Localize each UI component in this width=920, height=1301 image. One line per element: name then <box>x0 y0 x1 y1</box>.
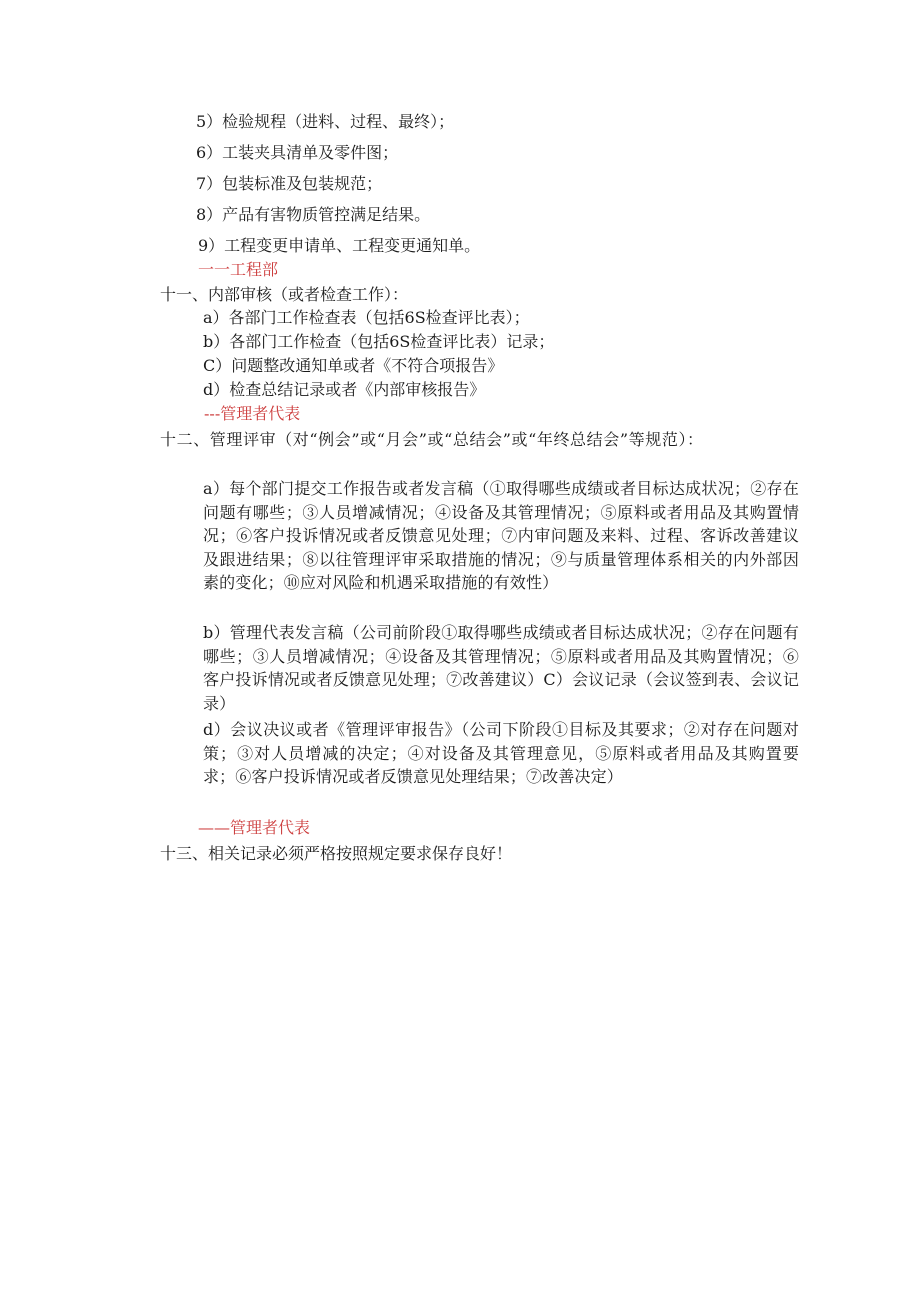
section-12-item-a: a）每个部门提交工作报告或者发言稿（①取得哪些成绩或者目标达成状况；②存在问题有哪些；③人员增减情况；④设备及其管理情况；⑤原料或者用品及其购置情况；⑥客户投诉情况或者反馈意见处理；⑦内审问题及来料、过程、客诉改善建议及跟进结果；⑧以往管理评审采取措施的情况；⑨与质量管理体系相关的内外部因素的变化；⑩应对风险和机遇采取措施的有效性） <box>203 479 799 593</box>
section-11-item-d: d）检查总结记录或者《内部审核报告》 <box>203 380 486 399</box>
section-12-heading: 十二、管理评审（对“例会”或“月会”或“总结会”或“年终总结会”等规范）： <box>160 430 704 449</box>
list-item-6: 6）工装夹具清单及零件图； <box>196 143 399 162</box>
list-item-5: 5）检验规程（进料、过程、最终）； <box>196 112 455 131</box>
list-item-8: 8）产品有害物质管控满足结果。 <box>196 205 431 224</box>
list-item-9: 9）工程变更申请单、工程变更通知单。 <box>198 236 481 255</box>
section-11-signature: ---管理者代表 <box>204 404 301 423</box>
section-11-item-c: C）问题整改通知单或者《不符合项报告》 <box>203 356 504 375</box>
list-item-7: 7）包装标准及包装规范； <box>196 174 383 193</box>
section-12-signature: ——管理者代表 <box>198 818 311 837</box>
section-11-item-b: b）各部门工作检查（包括6S检查评比表）记录； <box>203 332 555 351</box>
engineering-signature: 一一工程部 <box>198 260 279 279</box>
section-13-heading: 十三、相关记录必须严格按照规定要求保存良好！ <box>160 844 513 863</box>
section-12-item-d: d）会议决议或者《管理评审报告》（公司下阶段①目标及其要求；②对存在问题对策；③对人员增减的决定；④对设备及其管理意见，⑤原料或者用品及其购置要求；⑥客户投诉情况或者反馈意见处理结果；⑦改善决定） <box>203 720 799 787</box>
section-12-item-b: b）管理代表发言稿（公司前阶段①取得哪些成绩或者目标达成状况；②存在问题有哪些；③人员增减情况；④设备及其管理情况；⑤原料或者用品及其购置情况；⑥客户投诉情况或者反馈意见处理；⑦改善建议）C）会议记录（会议签到表、会议记录） <box>203 623 799 713</box>
section-11-heading: 十一、内部审核（或者检查工作）： <box>160 285 409 304</box>
section-11-item-a: a）各部门工作检查表（包括6S检查评比表）； <box>203 308 530 327</box>
